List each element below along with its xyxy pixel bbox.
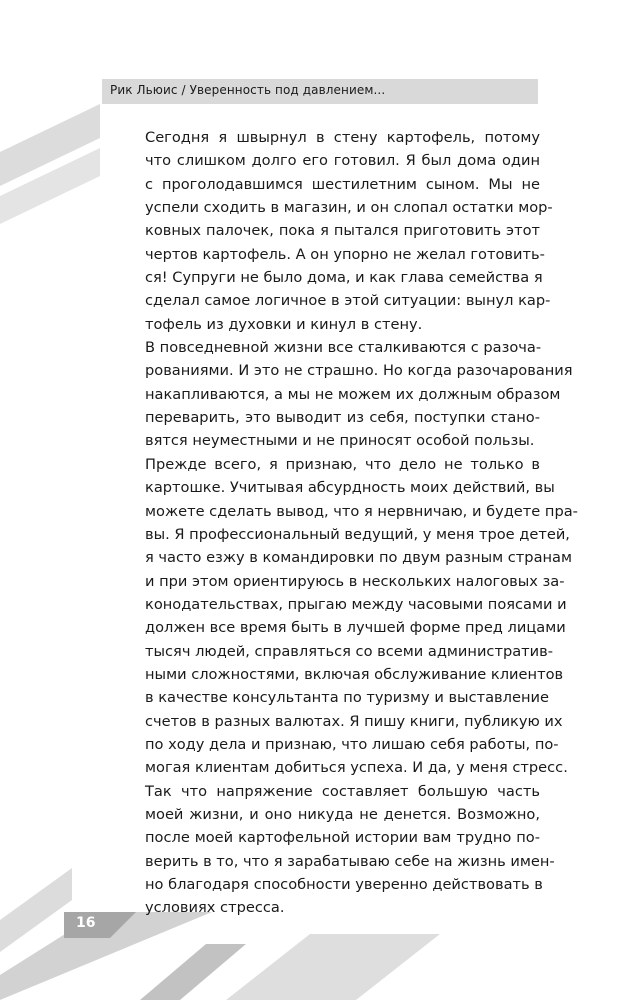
text-line: но благодаря способности уверенно действовать в (145, 876, 543, 893)
footer-stripe-dark (140, 944, 246, 1000)
text-line: я часто езжу в командировки по двум разным странам (145, 549, 573, 567)
paragraph (116, 780, 555, 920)
text-line: тысяч людей, справляться со всеми административ- (145, 642, 554, 660)
paragraph (116, 453, 578, 780)
text-line: рованиями. И это не страшно. Но когда разочарования (145, 362, 573, 380)
text-line: по ходу дела и признаю, что лишаю себя работы, по- (145, 735, 559, 753)
body-text (116, 126, 578, 920)
text-line: моей жизни, и оно никуда не денется. Возможно, (145, 805, 540, 823)
text-line: ся! Супруги не было дома, и как глава семейства я (145, 269, 543, 287)
text-line: конодательствах, прыгаю между часовыми поясами и (145, 595, 567, 613)
text-line: переварить, это выводит из себя, поступки стано- (145, 409, 540, 427)
text-line: верить в то, что я зарабатываю себе на жизнь имен- (145, 852, 555, 870)
paragraph (116, 336, 573, 453)
running-title: Рик Льюис / Уверенность под давлением... (110, 83, 386, 97)
text-line: счетов в разных валютах. Я пишу книги, публикую их (145, 712, 563, 730)
text-line: успели сходить в магазин, и он слопал остатки мор- (145, 199, 553, 217)
text-line: условиях стресса. (145, 899, 285, 917)
running-header (102, 79, 538, 104)
footer-stripe-right (226, 934, 440, 1000)
text-line: ковных палочек, пока я пытался приготовить этот (145, 222, 540, 240)
text-line: с проголодавшимся шестилетним сыном. Мы не (145, 175, 540, 193)
text-line: и при этом ориентируюсь в нескольких налоговых за- (145, 572, 565, 590)
text-line: в качестве консультанта по туризму и выставление (145, 689, 549, 707)
text-line: картошке. Учитывая абсурдность моих действий, вы (145, 479, 555, 497)
text-line: тофель из духовки и кинул в стену. (145, 315, 423, 333)
text-line: сделал самое логичное в этой ситуации: вынул кар- (145, 292, 551, 310)
text-line: ными сложностями, включая обслуживание клиентов (145, 665, 564, 683)
text-line: Так что напряжение составляет большую часть (145, 782, 540, 800)
text-line: вятся неуместными и не приносят особой пользы. (145, 432, 535, 450)
text-line: Сегодня я швырнул в стену картофель, потому (145, 129, 540, 146)
text-line: чертов картофель. А он упорно не желал готовить- (145, 245, 545, 263)
text-line: можете сделать вывод, что я нервничаю, и будете пра- (145, 502, 578, 520)
paragraph (116, 126, 553, 336)
text-line: накапливаются, а мы не можем их должным образом (145, 385, 561, 403)
text-line: должен все время быть в лучшей форме пред лицами (145, 619, 566, 637)
text-line: вы. Я профессиональный ведущий, у меня трое детей, (145, 525, 570, 543)
text-line: В повседневной жизни все сталкиваются с разоча- (145, 339, 542, 357)
text-line: после моей картофельной истории вам трудно по- (145, 829, 540, 847)
text-line: могая клиентам добиться успеха. И да, у меня стресс. (145, 759, 568, 777)
text-line: Прежде всего, я признаю, что дело не только в (145, 455, 540, 473)
text-line: что слишком долго его готовил. Я был дома один (145, 152, 540, 170)
page-number: 16 (76, 915, 96, 931)
